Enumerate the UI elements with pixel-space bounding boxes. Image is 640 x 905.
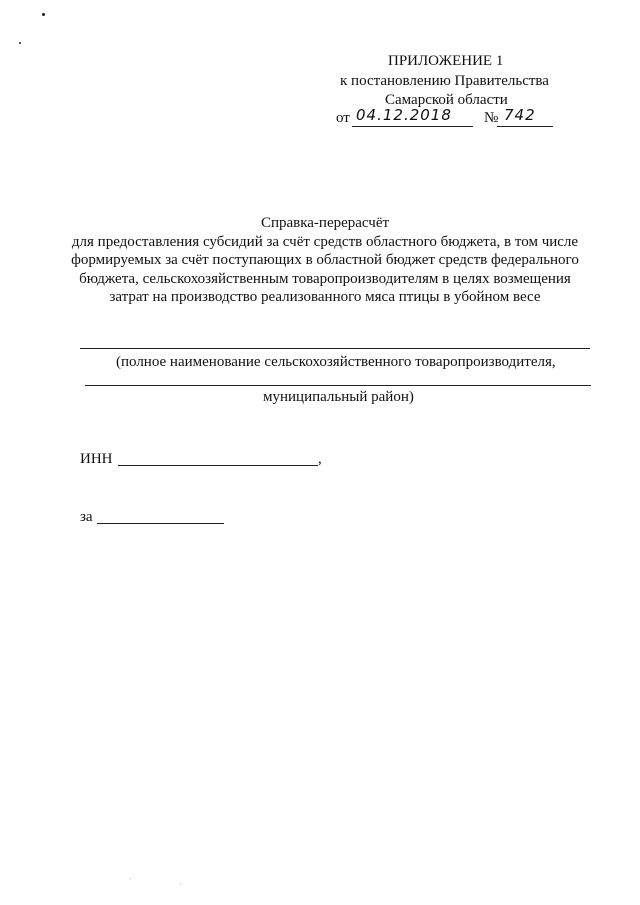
period-label: за xyxy=(80,509,93,525)
scan-speck xyxy=(130,878,131,879)
appendix-title: ПРИЛОЖЕНИЕ 1 xyxy=(388,53,504,69)
inn-field-line[interactable] xyxy=(118,465,318,466)
date-handwritten: 04.12.2018 xyxy=(356,106,452,124)
producer-name-line[interactable] xyxy=(80,348,590,349)
document-title xyxy=(60,214,590,307)
inn-suffix: , xyxy=(318,451,322,467)
number-prefix: № xyxy=(484,110,499,126)
inn-label: ИНН xyxy=(80,451,113,467)
producer-name-caption: (полное наименование сельскохозяйственного товаропроизводителя, xyxy=(116,354,556,370)
period-field-line[interactable] xyxy=(97,523,224,524)
date-prefix: от xyxy=(336,110,350,126)
number-handwritten: 742 xyxy=(504,106,536,124)
scan-speck xyxy=(19,42,21,44)
appendix-region-line: Самарской области xyxy=(385,92,508,108)
scan-speck xyxy=(42,13,45,16)
district-line[interactable] xyxy=(85,385,591,386)
appendix-date-line xyxy=(336,106,536,128)
number-underline xyxy=(497,126,553,127)
scan-speck xyxy=(180,884,181,885)
document-title-line: Справка-перерасчёт xyxy=(260,215,390,231)
document-title-line: затрат на производство реализованного мяса птицы в убойном весе xyxy=(109,289,541,305)
document-title-line: бюджета, сельскохозяйственным товаропроизводителям в целях возмещения xyxy=(79,270,571,287)
document-title-line: для предоставления субсидий за счёт средств областного бюджета, в том числе xyxy=(71,233,579,250)
district-caption: муниципальный район) xyxy=(263,389,414,405)
appendix-resolution-line: к постановлению Правительства xyxy=(340,73,549,89)
document-title-line: формируемых за счёт поступающих в областной бюджет средств федерального xyxy=(71,252,579,268)
date-underline xyxy=(352,126,473,127)
